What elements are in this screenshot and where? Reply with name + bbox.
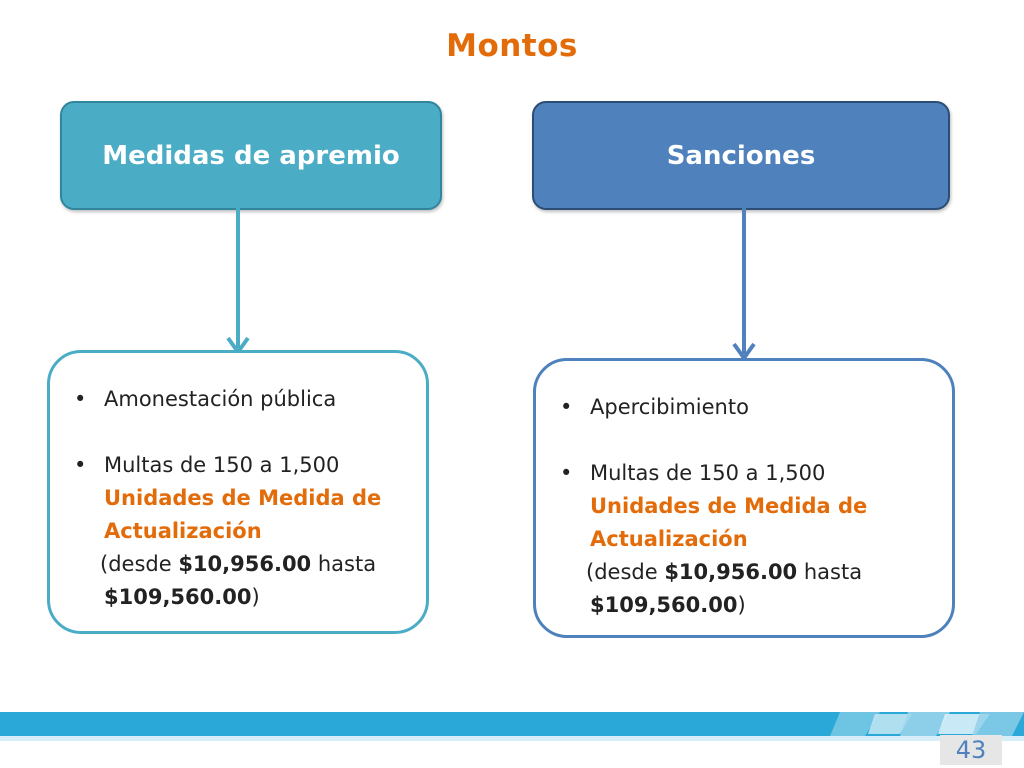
- range-from: $10,956.00: [178, 552, 312, 576]
- range-mid: hasta: [797, 560, 863, 584]
- item-text: Apercibimiento: [590, 395, 749, 419]
- range-prefix: (desde: [586, 560, 665, 584]
- range-to: $109,560.00: [590, 593, 738, 617]
- uma-highlight-line2: Actualización: [104, 519, 262, 543]
- range-mid: hasta: [311, 552, 377, 576]
- list-item: [560, 391, 928, 424]
- bullet-icon: •: [74, 453, 87, 477]
- sanciones-details: [533, 358, 955, 638]
- medidas-de-apremio-label: Medidas de apremio: [102, 140, 400, 171]
- list-item: [74, 383, 402, 416]
- medidas-de-apremio-details: [47, 350, 429, 634]
- bullet-icon: •: [560, 461, 573, 485]
- range-suffix: ): [251, 585, 260, 609]
- range-prefix: (desde: [100, 552, 179, 576]
- list-item: [560, 457, 928, 556]
- range-from: $10,956.00: [664, 560, 798, 584]
- item-text: Multas de 150 a 1,500: [104, 453, 340, 477]
- right-arrow: [734, 208, 754, 358]
- sanciones-label: Sanciones: [666, 140, 816, 171]
- range-suffix: ): [737, 593, 746, 617]
- item-text: Multas de 150 a 1,500: [590, 461, 826, 485]
- slide-title: Montos: [446, 28, 578, 64]
- amount-range: [74, 548, 402, 614]
- range-to: $109,560.00: [104, 585, 252, 609]
- uma-highlight-line1: Unidades de Medida de: [104, 486, 382, 510]
- bullet-icon: •: [560, 395, 573, 419]
- uma-highlight-line1: Unidades de Medida de: [590, 494, 868, 518]
- item-text: Amonestación pública: [104, 387, 337, 411]
- amount-range: [560, 556, 928, 622]
- page-number: 43: [940, 735, 1002, 765]
- uma-highlight-line2: Actualización: [590, 527, 748, 551]
- list-item: [74, 449, 402, 548]
- left-arrow: [228, 208, 248, 352]
- bullet-icon: •: [74, 387, 87, 411]
